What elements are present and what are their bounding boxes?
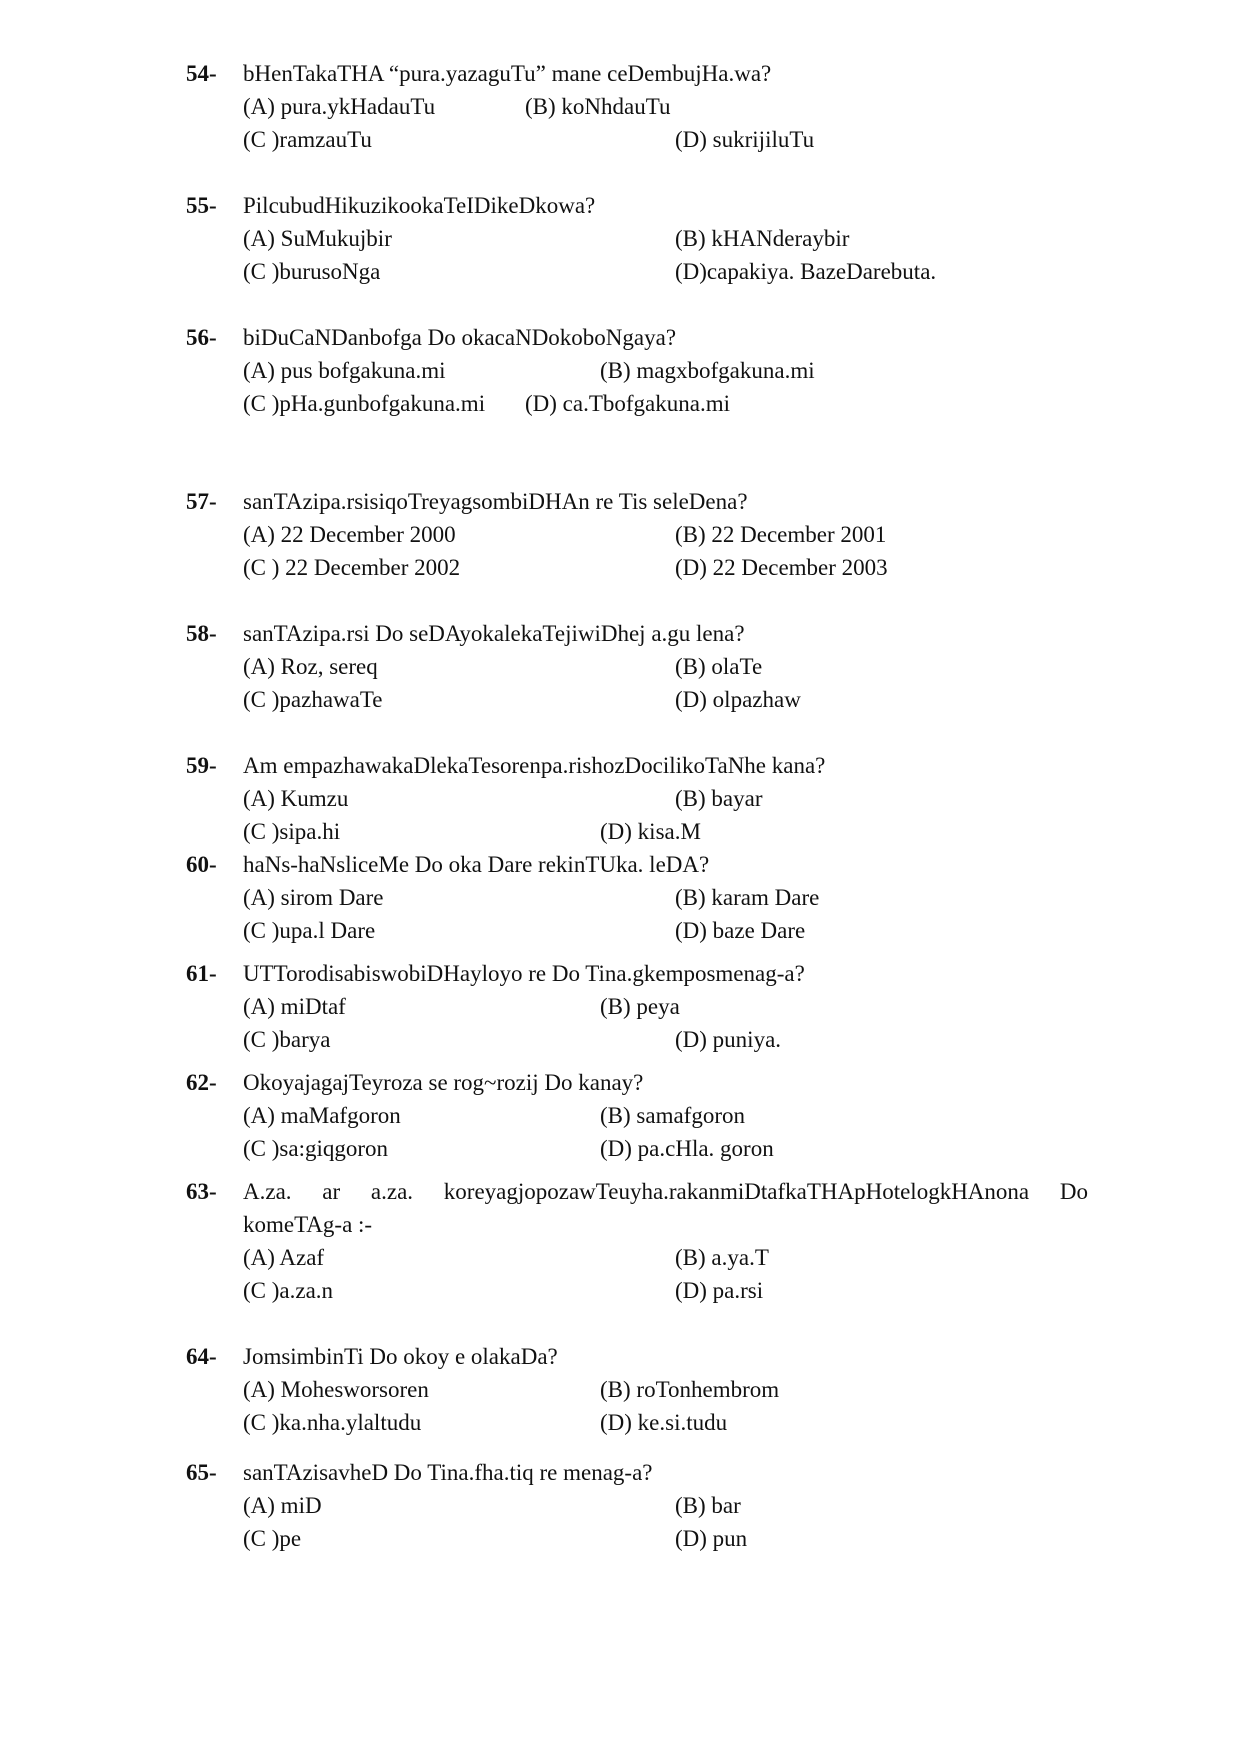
option-c: (C ) 22 December 2002 [243, 555, 461, 580]
option-c: (C )pe [243, 1526, 302, 1551]
question-number: 54- [186, 61, 217, 86]
option-b: (B) karam Dare [675, 885, 820, 910]
option-d: (D) 22 December 2003 [675, 555, 888, 580]
question-number: 59- [186, 753, 217, 778]
question-number: 64- [186, 1344, 217, 1369]
option-b: (B) magxbofgakuna.mi [600, 358, 815, 383]
option-d: (D) ca.Tbofgakuna.mi [525, 391, 731, 416]
option-b: (B) samafgoron [600, 1103, 745, 1128]
option-a: (A) pura.ykHadauTu [243, 94, 436, 119]
question-text: Am empazhawakaDlekaTesorenpa.rishozDocilikoTaNhe kana? [243, 753, 826, 778]
option-a: (A) pus bofgakuna.mi [243, 358, 446, 383]
question-number: 60- [186, 852, 217, 877]
option-b: (B) peya [600, 994, 680, 1019]
option-a: (A) miDtaf [243, 994, 346, 1019]
option-a: (A) miD [243, 1493, 322, 1518]
question-number: 57- [186, 489, 217, 514]
question-number: 62- [186, 1070, 217, 1095]
option-a: (A) Roz, sereq [243, 654, 378, 679]
question-number: 56- [186, 325, 217, 350]
option-b: (B) roTonhembrom [600, 1377, 780, 1402]
option-a: (A) maMafgoron [243, 1103, 401, 1128]
option-a: (A) Kumzu [243, 786, 349, 811]
question-text: UTTorodisabiswobiDHayloyo re Do Tina.gkemposmenag-a? [243, 961, 805, 986]
option-a: (A) 22 December 2000 [243, 522, 456, 547]
option-c: (C )ramzauTu [243, 127, 372, 152]
option-c: (C )sipa.hi [243, 819, 341, 844]
option-c: (C )upa.l Dare [243, 918, 376, 943]
option-d: (D) olpazhaw [675, 687, 801, 712]
option-a: (A) Mohesworsoren [243, 1377, 429, 1402]
option-b: (B) bar [675, 1493, 741, 1518]
option-d: (D) kisa.M [600, 819, 701, 844]
option-b: (B) a.ya.T [675, 1245, 769, 1270]
option-c: (C )pHa.gunbofgakuna.mi [243, 391, 486, 416]
option-c: (C )pazhawaTe [243, 687, 383, 712]
option-c: (C )sa:giqgoron [243, 1136, 389, 1161]
question-text: OkoyajagajTeyroza se rog~rozij Do kanay? [243, 1070, 644, 1095]
option-b: (B) kHANderaybir [675, 226, 850, 251]
option-b: (B) 22 December 2001 [675, 522, 887, 547]
question-text: JomsimbinTi Do okoy e olakaDa? [243, 1344, 558, 1369]
option-d: (D) sukrijiluTu [675, 127, 815, 152]
option-d: (D) puniya. [675, 1027, 782, 1052]
option-c: (C )a.za.n [243, 1278, 334, 1303]
question-text: haNs-haNsliceMe Do oka Dare rekinTUka. leDA? [243, 852, 710, 877]
question-text: biDuCaNDanbofga Do okacaNDokoboNgaya? [243, 325, 677, 350]
option-b: (B) bayar [675, 786, 763, 811]
option-a: (A) sirom Dare [243, 885, 384, 910]
question-text: sanTAzipa.rsisiqoTreyagsombiDHAn re Tis seleDena? [243, 489, 748, 514]
option-b: (B) koNhdauTu [525, 94, 671, 119]
question-text: A.za. ar a.za. koreyagjopozawTeuyha.rakanmiDtafkaTHApHotelogkHAnona Do komeTAg-a :- [243, 1179, 1088, 1237]
question-text: PilcubudHikuzikookaTeIDikeDkowa? [243, 193, 596, 218]
option-d: (D) baze Dare [675, 918, 806, 943]
option-d: (D) ke.si.tudu [600, 1410, 728, 1435]
question-number: 61- [186, 961, 217, 986]
option-b: (B) olaTe [675, 654, 763, 679]
option-c: (C )ka.nha.ylaltudu [243, 1410, 422, 1435]
option-a: (A) Azaf [243, 1245, 325, 1270]
question-number: 63- [186, 1179, 217, 1204]
option-d: (D) pa.cHla. goron [600, 1136, 774, 1161]
question-text: sanTAzipa.rsi Do seDAyokalekaTejiwiDhej a.gu lena? [243, 621, 745, 646]
option-d: (D) pa.rsi [675, 1278, 764, 1303]
option-d: (D)capakiya. BazeDarebuta. [675, 259, 937, 284]
option-c: (C )barya [243, 1027, 331, 1052]
question-number: 55- [186, 193, 217, 218]
question-number: 58- [186, 621, 217, 646]
question-number: 65- [186, 1460, 217, 1485]
option-c: (C )burusoNga [243, 259, 381, 284]
question-text: sanTAzisavheD Do Tina.fha.tiq re menag-a? [243, 1460, 653, 1485]
option-a: (A) SuMukujbir [243, 226, 392, 251]
question-text: bHenTakaTHA “pura.yazaguTu” mane ceDembujHa.wa? [243, 61, 772, 86]
option-d: (D) pun [675, 1526, 748, 1551]
